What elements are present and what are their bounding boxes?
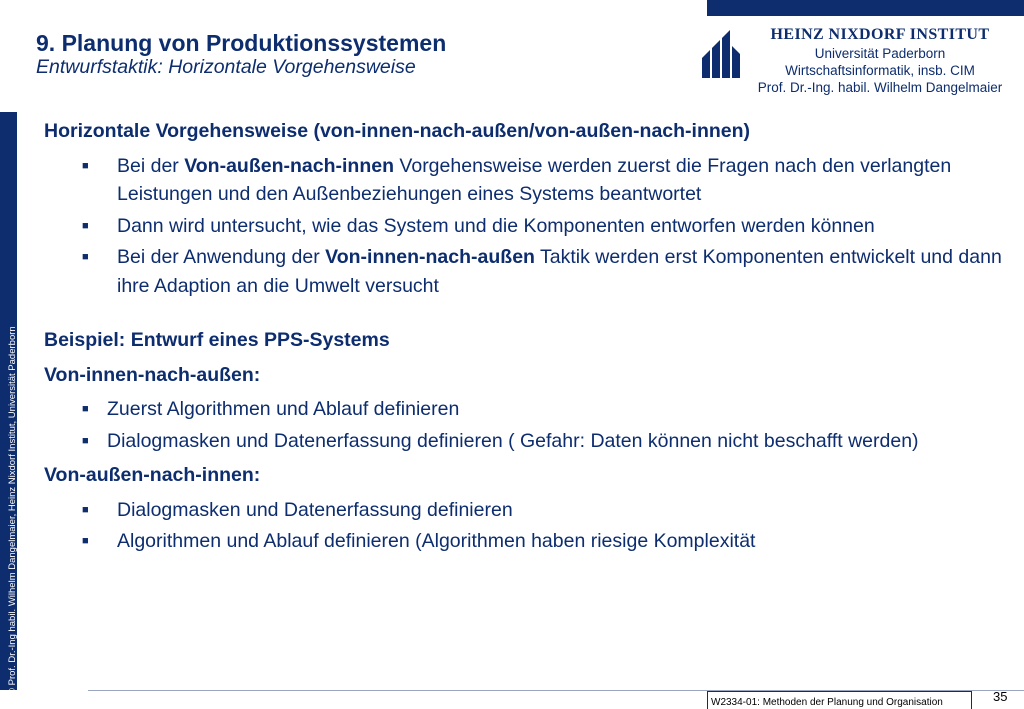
- page-title: 9. Planung von Produktionssystemen: [36, 30, 447, 56]
- bullet-icon: ■: [82, 219, 89, 232]
- institute-university: Universität Paderborn: [814, 46, 946, 61]
- page-subtitle: Entwurfstaktik: Horizontale Vorgehensweise: [36, 56, 416, 78]
- bullet-icon: ■: [82, 503, 89, 516]
- list-item: ■ Dann wird untersucht, wie das System und die Komponenten entworfen werden können: [44, 212, 1004, 241]
- list-item: ■ Algorithmen und Ablauf definieren (Algorithmen haben riesige Komplexität: [44, 527, 1004, 556]
- heading-outside-in: Von-außen-nach-innen:: [44, 464, 261, 486]
- slide-content: [44, 117, 1004, 556]
- list-item: ■ Bei der Von-außen-nach-innen Vorgehensweise werden zuerst die Fragen nach den verlangten Leistungen und den Außenbeziehungen eines Systems beantwortet: [44, 152, 1004, 209]
- bullet-icon: ■: [82, 251, 89, 263]
- hni-logo-icon: [700, 28, 742, 80]
- institute-professor: Prof. Dr.-Ing. habil. Wilhelm Dangelmaier: [757, 80, 1003, 95]
- bullet-icon: ■: [82, 434, 89, 447]
- list-item: ■ Zuerst Algorithmen und Ablauf definieren: [44, 395, 1004, 424]
- bullet-icon: ■: [82, 535, 89, 547]
- page-number: 35: [993, 689, 1008, 704]
- bullet-icon: ■: [82, 403, 89, 415]
- institute-name: HEINZ NIXDORF INSTITUT: [770, 26, 990, 43]
- heading-inside-out: Von-innen-nach-außen:: [44, 363, 261, 386]
- heading-horizontal: Horizontale Vorgehensweise (von-innen-nach-außen/von-außen-nach-innen): [44, 120, 751, 142]
- institute-block: [750, 25, 1010, 96]
- top-accent-bar: [707, 0, 1024, 16]
- list-item: ■ Dialogmasken und Datenerfassung definieren ( Gefahr: Daten können nicht beschafft werden): [44, 427, 1004, 456]
- copyright-text: © Prof. Dr.-Ing habil. Wilhelm Dangelmaier, Heinz Nixdorf Institut, Universität Paderborn: [7, 326, 18, 695]
- heading-example: Beispiel: Entwurf eines PPS-Systems: [44, 329, 390, 351]
- footer-course: W2334-01: Methoden der Planung und Organisation: [711, 697, 943, 708]
- list-item: ■ Bei der Anwendung der Von-innen-nach-außen Taktik werden erst Komponenten entwickelt und dann ihre Adaption an die Umwelt versucht: [44, 243, 1004, 300]
- list-item: ■ Dialogmasken und Datenerfassung definieren: [44, 496, 1004, 525]
- institute-department: Wirtschaftsinformatik, insb. CIM: [785, 63, 975, 78]
- title-block: [36, 30, 446, 79]
- bullet-icon: ■: [82, 159, 89, 172]
